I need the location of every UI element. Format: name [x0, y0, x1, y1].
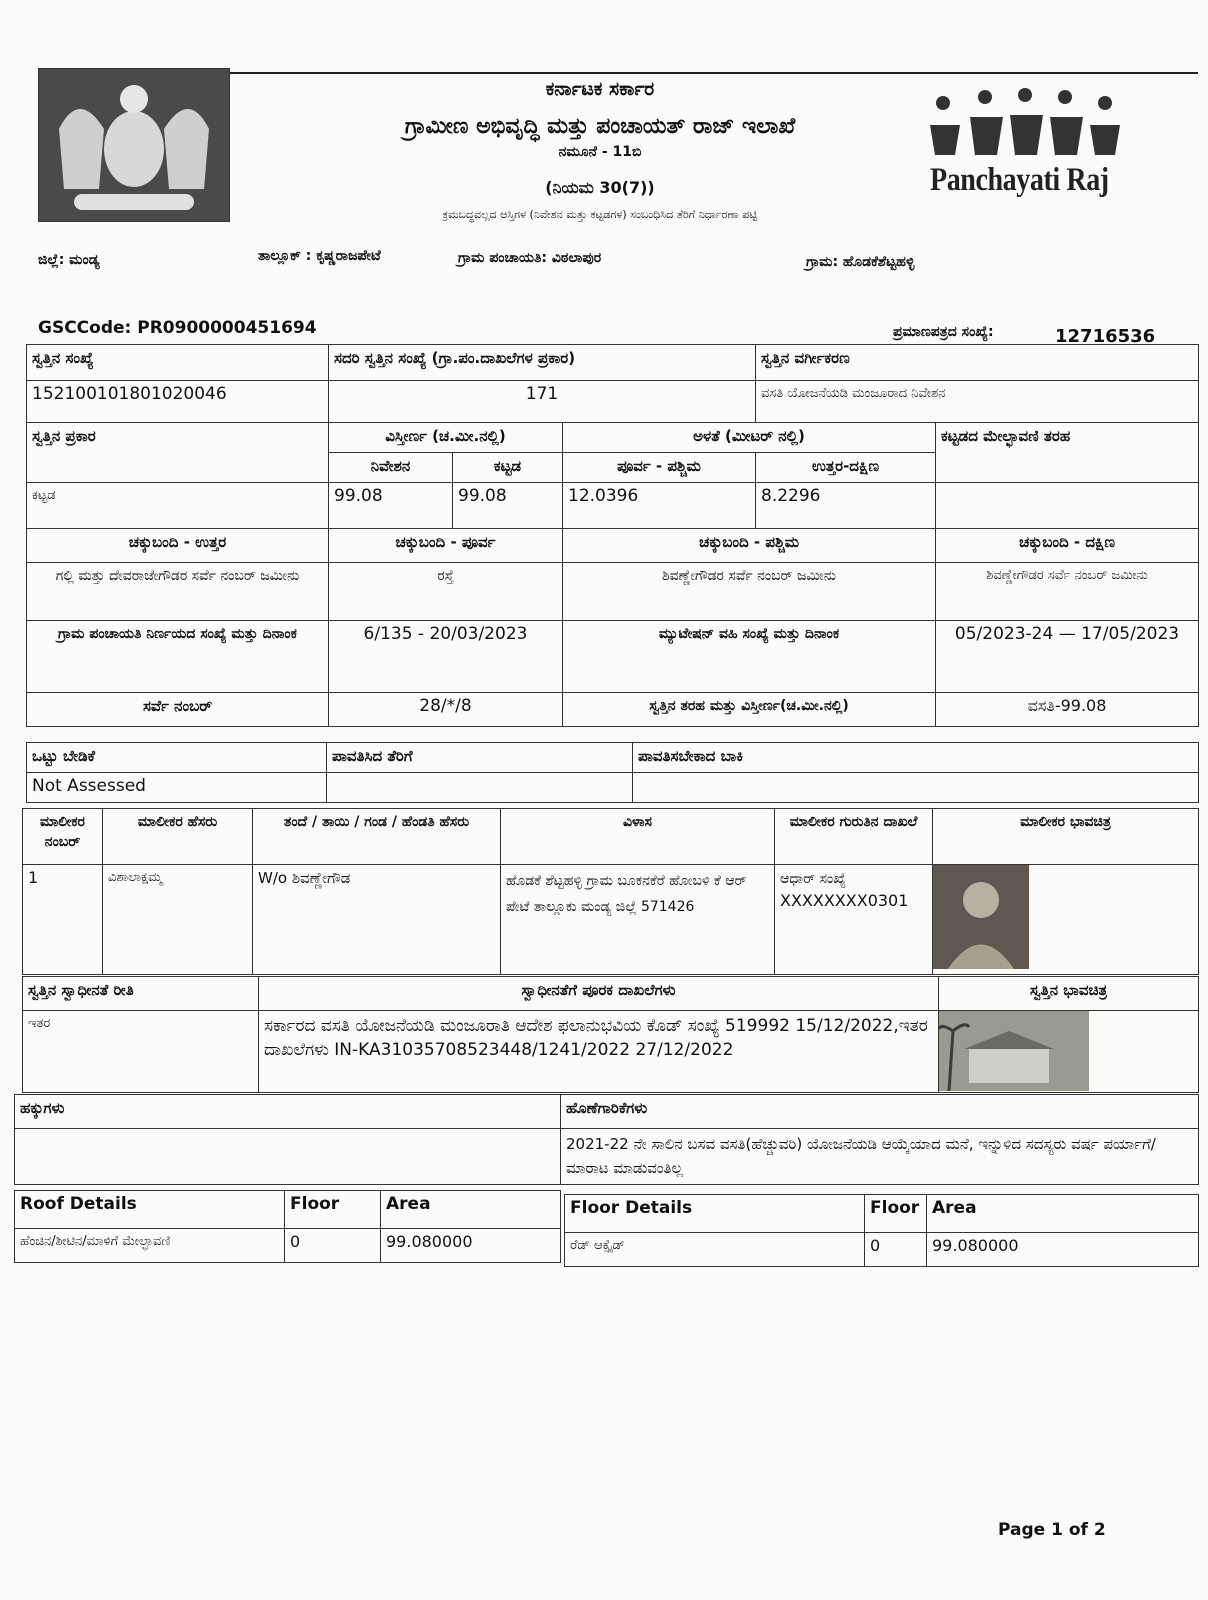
certificate-label: ಪ್ರಮಾಣಪತ್ರದ ಸಂಖ್ಯೆ:	[893, 324, 994, 340]
property-class: ವಸತಿ ಯೋಜನೆಯಡಿ ಮಂಜೂರಾದ ನಿವೇಶನ	[756, 381, 1199, 423]
roof-area-label: Area	[381, 1191, 561, 1229]
sadari-no: 171	[329, 381, 756, 423]
header-rule: (ನಿಯಮ 30(7))	[545, 178, 655, 197]
floor-floor-label: Floor	[865, 1195, 927, 1233]
gsc-code: GSCCode: PR0900000451694	[38, 318, 317, 338]
roof-floor: 0	[285, 1229, 381, 1263]
owner-photo	[933, 865, 1029, 969]
karnataka-emblem-icon	[38, 68, 230, 222]
floor-details-title: Floor Details	[565, 1195, 865, 1233]
relation-name-label: ತಂದೆ / ತಾಯಿ / ಗಂಡ / ಹೆಂಡತಿ ಹೆಸರು	[253, 809, 501, 865]
floor-details-table	[564, 1194, 1199, 1267]
owner-no: 1	[23, 865, 103, 975]
area-label: ವಿಸ್ತೀರ್ಣ (ಚ.ಮೀ.ನಲ್ಲಿ)	[329, 423, 563, 453]
paid-tax-label: ಪಾವತಿಸಿದ ತೆರಿಗೆ	[327, 743, 633, 773]
property-table	[26, 344, 1199, 727]
tax-table	[26, 742, 1199, 803]
owner-no-label: ಮಾಲೀಕರ ನಂಬರ್	[23, 809, 103, 865]
rights-table	[14, 1094, 1199, 1185]
owner-id-type: ಆಧಾರ್ ಸಂಖ್ಯೆ	[780, 871, 846, 887]
mutation-label: ಮ್ಯುಟೇಷನ್ ವಹಿ ಸಂಖ್ಯೆ ಮತ್ತು ದಿನಾಂಕ	[563, 621, 936, 693]
property-type-label: ಸ್ವತ್ತಿನ ಪ್ರಕಾರ	[27, 423, 329, 483]
property-no: 152100101801020046	[27, 381, 329, 423]
property-no-label: ಸ್ವತ್ತಿನ ಸಂಖ್ಯೆ	[27, 345, 329, 381]
property-photo	[939, 1011, 1089, 1091]
owner-table	[22, 808, 1199, 975]
mutation-value: 05/2023-24 — 17/05/2023	[936, 621, 1199, 693]
certificate-number: 12716536	[1055, 326, 1156, 347]
north-south-value: 8.2296	[756, 483, 936, 529]
acquisition-docs: ಸರ್ಕಾರದ ವಸತಿ ಯೋಜನೆಯಡಿ ಮಂಜೂರಾತಿ ಆದೇಶ ಫಲಾನುಭವಿಯ ಕೊಡ್ ಸಂಖ್ಯೆ 519992 15/12/2022,ಇತರ ದಾಖಲೆಗಳು IN-KA31035708523448/1241/2022 27/12/2022	[259, 1011, 939, 1093]
east-boundary-label: ಚಕ್ಕುಬಂದಿ - ಪೂರ್ವ	[329, 529, 563, 563]
owner-name-label: ಮಾಲೀಕರ ಹೆಸರು	[103, 809, 253, 865]
owner-photo-label: ಮಾಲೀಕರ ಭಾವಚಿತ್ರ	[933, 809, 1199, 865]
owner-id-value: XXXXXXXX0301	[780, 891, 909, 910]
village-label: ಗ್ರಾಮ: ಹೊಡಕೆಶೆಟ್ಟಹಳ್ಳಿ	[806, 254, 915, 270]
floor-floor: 0	[865, 1233, 927, 1267]
type-area-value: ವಸತಿ-99.08	[936, 693, 1199, 727]
acquisition-docs-label: ಸ್ವಾಧೀನತೆಗೆ ಪೂರಕ ದಾಖಲೆಗಳು	[259, 977, 939, 1011]
gp-resolution-value: 6/135 - 20/03/2023	[329, 621, 563, 693]
survey-label: ಸರ್ವೆ ನಂಬರ್	[27, 693, 329, 727]
property-photo-label: ಸ್ವತ್ತಿನ ಭಾವಚಿತ್ರ	[939, 977, 1199, 1011]
owner-name: ವಿಶಾಲಾಕ್ಷಮ್ಮ	[103, 865, 253, 975]
dimension-label: ಅಳತೆ (ಮೀಟರ್ ನಲ್ಲಿ)	[563, 423, 936, 453]
survey-value: 28/*/8	[329, 693, 563, 727]
roof-area: 99.080000	[381, 1229, 561, 1263]
logo-text: Panchayati Raj	[930, 162, 1109, 198]
owner-address: ಹೊಡಕೆ ಶೆಟ್ಟಹಳ್ಳಿ ಗ್ರಾಮ ಬೂಕನಕೆರೆ ಹೋಬಳಿ ಕೆ ಆರ್ ಪೇಟೆ ತಾಲ್ಲೂಕು ಮಂಡ್ಯ ಜಿಲ್ಲೆ 571426	[501, 865, 775, 975]
rights-value	[15, 1129, 561, 1185]
east-boundary: ರಸ್ತೆ	[329, 563, 563, 621]
total-demand-label: ಒಟ್ಟು ಬೇಡಿಕೆ	[27, 743, 327, 773]
liabilities-label: ಹೊಣೆಗಾರಿಕೆಗಳು	[561, 1095, 1199, 1129]
site-area-label: ನಿವೇಶನ	[329, 453, 453, 483]
owner-photo-cell	[933, 865, 1199, 975]
liabilities-value: 2021-22 ನೇ ಸಾಲಿನ ಬಸವ ವಸತಿ(ಹೆಚ್ಚುವರಿ) ಯೋಜನೆಯಡಿ ಆಯ್ಕೆಯಾದ ಮನೆ, ಇನ್ನುಳಿದ ಸದಸ್ಯರು ವರ್ಷ ಪರ್ಯಾಗೆ/ಮಾರಾಟ ಮಾಡುವಂತಿಲ್ಲ	[561, 1129, 1199, 1185]
address-label: ವಿಳಾಸ	[501, 809, 775, 865]
north-south-label: ಉತ್ತರ-ದಕ್ಷಿಣ	[756, 453, 936, 483]
floor-area-label: Area	[927, 1195, 1199, 1233]
owner-id	[775, 865, 933, 975]
building-area: 99.08	[453, 483, 563, 529]
owner-relation: W/o ಶಿವಣ್ಣೇಗೌಡ	[253, 865, 501, 975]
property-type: ಕಟ್ಟಡ	[27, 483, 329, 529]
north-boundary: ಗಲ್ಲಿ ಮತ್ತು ದೇವರಾಜೇಗೌಡರ ಸರ್ವೆ ನಂಬರ್ ಜಮೀನು	[27, 563, 329, 621]
gp-label: ಗ್ರಾಮ ಪಂಚಾಯತಿ: ವಿಠಲಾಪುರ	[458, 250, 602, 266]
property-photo-cell	[939, 1011, 1199, 1093]
west-boundary-label: ಚಕ್ಕುಬಂದಿ - ಪಶ್ಚಿಮ	[563, 529, 936, 563]
site-area: 99.08	[329, 483, 453, 529]
header-govt: ಕರ್ನಾಟಕ ಸರ್ಕಾರ	[545, 78, 655, 100]
property-class-label: ಸ್ವತ್ತಿನ ವರ್ಗೀಕರಣ	[756, 345, 1199, 381]
floor-area: 99.080000	[927, 1233, 1199, 1267]
owner-id-label: ಮಾಲೀಕರ ಗುರುತಿನ ದಾಖಲೆ	[775, 809, 933, 865]
header-department: ಗ್ರಾಮೀಣ ಅಭಿವೃದ್ಧಿ ಮತ್ತು ಪಂಚಾಯತ್ ರಾಜ್ ಇಲಾಖೆ	[404, 114, 796, 139]
building-type-label: ಕಟ್ಟಡದ ಮೇಲ್ಛಾವಣಿ ತರಹ	[936, 423, 1199, 483]
building-area-label: ಕಟ್ಟಡ	[453, 453, 563, 483]
floor-type: ರೆಡ್ ಆಕ್ಸೈಡ್	[565, 1233, 865, 1267]
total-demand-value: Not Assessed	[27, 773, 327, 803]
balance-due-value	[633, 773, 1199, 803]
roof-details-table	[14, 1190, 561, 1263]
type-area-label: ಸ್ವತ್ತಿನ ತರಹ ಮತ್ತು ವಿಸ್ತೀರ್ಣ(ಚ.ಮೀ.ನಲ್ಲಿ)	[563, 693, 936, 727]
roof-details-title: Roof Details	[15, 1191, 285, 1229]
acquisition-mode: ಇತರ	[23, 1011, 259, 1093]
building-type-value	[936, 483, 1199, 529]
east-west-label: ಪೂರ್ವ - ಪಶ್ಚಿಮ	[563, 453, 756, 483]
page-number: Page 1 of 2	[998, 1520, 1106, 1540]
sadari-no-label: ಸದರಿ ಸ್ವತ್ತಿನ ಸಂಖ್ಯೆ (ಗ್ರಾ.ಪಂ.ದಾಖಲೆಗಳ ಪ್ರಕಾರ)	[329, 345, 756, 381]
acquisition-mode-label: ಸ್ವತ್ತಿನ ಸ್ವಾಧೀನತೆ ರೀತಿ	[23, 977, 259, 1011]
acquisition-table	[22, 976, 1199, 1093]
south-boundary-label: ಚಕ್ಕುಬಂದಿ - ದಕ್ಷಿಣ	[936, 529, 1199, 563]
west-boundary: ಶಿವಣ್ಣೇಗೌಡರ ಸರ್ವೆ ನಂಬರ್ ಜಮೀನು	[563, 563, 936, 621]
roof-type: ಹೆಂಚಿನ/ಶೀಟಿನ/ಮಾಳಿಗೆ ಮೇಲ್ಛಾವಣಿ	[15, 1229, 285, 1263]
balance-due-label: ಪಾವತಿಸಬೇಕಾದ ಬಾಕಿ	[633, 743, 1199, 773]
east-west-value: 12.0396	[563, 483, 756, 529]
paid-tax-value	[327, 773, 633, 803]
rights-label: ಹಕ್ಕುಗಳು	[15, 1095, 561, 1129]
gp-resolution-label: ಗ್ರಾಮ ಪಂಚಾಯತಿ ನಿರ್ಣಯದ ಸಂಖ್ಯೆ ಮತ್ತು ದಿನಾಂಕ	[27, 621, 329, 693]
roof-floor-label: Floor	[285, 1191, 381, 1229]
north-boundary-label: ಚಕ್ಕುಬಂದಿ - ಉತ್ತರ	[27, 529, 329, 563]
header-subtitle: ಕ್ರಮಬದ್ಧವಲ್ಲದ ಆಸ್ತಿಗಳ (ನಿವೇಶನ ಮತ್ತು ಕಟ್ಟಡಗಳ) ಸಂಬಂಧಿಸಿದ ತೆರಿಗೆ ನಿರ್ಧಾರಣಾ ಪಟ್ಟಿ	[442, 208, 758, 221]
district-label: ಜಿಲ್ಲೆ: ಮಂಡ್ಯ	[38, 252, 100, 268]
taluk-label: ತಾಲ್ಲೂಕ್ : ಕೃಷ್ಣರಾಜಪೇಟೆ	[258, 248, 381, 264]
south-boundary: ಶಿವಣ್ಣೇಗೌಡರ ಸರ್ವೆ ನಂಬರ್ ಜಮೀನು	[936, 563, 1199, 621]
header-form: ನಮೂನೆ - 11ಬಿ	[558, 144, 642, 160]
